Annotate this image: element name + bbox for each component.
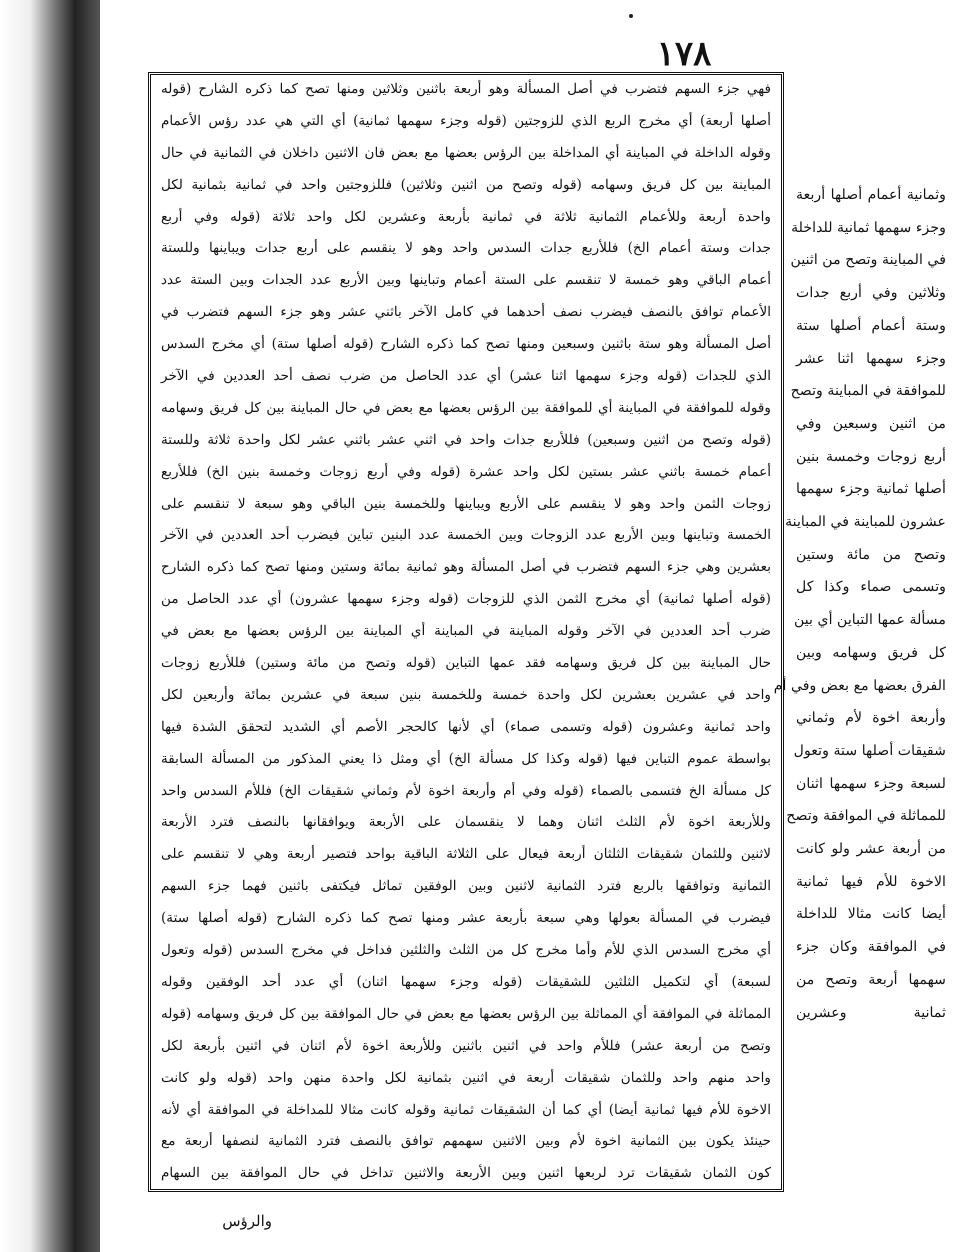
main-text-line: حينئذ يكون بين الثمانية اخوة لأم وبين الاثنين سهمهم توافق بالنصف فترد الثمانية لنصفها أربعة مع [161, 1133, 771, 1150]
margin-text-line: الاخوة للأم فيها ثمانية [796, 873, 946, 890]
main-text-line: واحد ثمانية وعشرون (قوله وتسمى صماء) أي لأنها كالحجر الأصم أي الشديد لتحقق الشدة فيها [161, 718, 771, 735]
main-text-line: وقوله الداخلة في المباينة أي المداخلة بين الرؤس بعضها مع بعض فان الاثنين داخلان في الثمانية في حال [161, 144, 771, 161]
main-text-line: بواسطة عموم التباين فيها (قوله وكذا كل مسألة الخ) أي ومثل ذا يعني المذكور من المسألة السابقة [161, 750, 771, 767]
main-text-line: ضرب أحد العددين في الآخر وقوله المباينة في المباينة أي المباينة بين الرؤس بعضها مع بعض في [161, 623, 771, 640]
margin-text-line: وتسمى صماء وكذا كل [796, 579, 946, 596]
margin-text-line: مسألة عمها التباين أي بين [793, 612, 946, 629]
main-text-line: (قوله وتصح من اثنين وسبعين) فللأربع جدات واحد في اثني عشر باثني عشر لكل واحدة ثلاثة وللستة [161, 431, 771, 448]
margin-matn-text [773, 187, 946, 1021]
main-text-line: فيضرب في المسألة بعولها وهي سبعة بأربعة عشر ومنها تصح كما ذكره الشارح (قوله أصلها ستة) [161, 910, 771, 927]
margin-text-line: أصلها ثمانية وجزء سهمها [796, 481, 946, 498]
main-text-line: فهي جزء السهم فتضرب في أصل المسألة وهو أربعة باثنين وثلاثين ومنها تصح كما ذكره الشارح (قوله [161, 81, 771, 97]
margin-text-line: من اثنين وسبعين وفي [796, 415, 946, 432]
catchword: والرؤس [222, 1212, 272, 1230]
margin-text-line: سهمها أربعة وتصح من [796, 971, 946, 988]
main-text-line: جدات وستة أعمام الخ) فللأربع جدات السدس واحد وهو لا ينقسم على أربع جدات ويباينها وللستة [161, 240, 771, 257]
main-text-line: أعمام الباقي وهو خمسة لا تنقسم على الستة أعمام وتباينها وبين الأربع عدد الجدات وبين الستة عدد [161, 272, 771, 289]
margin-text-line: ثمانية وعشرين [796, 1004, 946, 1021]
main-text-line: الأعمام توافق بالنصف فيضرب نصف أحدهما في كامل الآخر باثني عشر وهو جزء السهم فتضرب في [161, 304, 771, 321]
main-text-line: أصلها أربعة) أي مخرج الربع الذي للزوجتين (قوله وجزء سهمها ثمانية) أي التي هي عدد رؤس الأعمام [161, 112, 771, 129]
main-text-body [161, 83, 771, 1181]
main-text-line: واحدة أربعة وللأعمام الثمانية ثلاثة في ثمانية بأربعة وعشرين لكل واحد ثلاثة (قوله وفي أربع [161, 208, 771, 225]
main-text-line: الثمانية وتوافقها بالربع فترد الثمانية لاثنين وبين الوفقين تماثل فيكتفى باثنين فهما جزء السهم [161, 878, 771, 895]
main-text-line: (قوله أصلها ثمانية) أي مخرج الثمن الذي للزوجات (قوله وجزء سهمها عشرون) أي عدد الحاصل من [161, 591, 771, 608]
main-text-line: بعشرين وهي جزء السهم فتضرب في أصل المسألة وهو ثمانية بمائة وستين ومنها تصح كما ذكره الشارح [161, 559, 771, 576]
margin-text-line: وتصح من مائة وستين [796, 546, 946, 563]
main-text-line: كل مسألة الخ فتسمى بالصماء (قوله وفي أم وأربعة اخوة لأم وثماني شقيقات الخ) فللأم السدس واحد [161, 782, 771, 799]
main-text-line: وللأربعة اخوة لأم الثلث اثنان وهما لا ينقسمان على الأربعة ويوافقانها بالنصف فترد الأربعة [161, 814, 771, 831]
margin-text-line: عشرون للمباينة في المباينة [785, 514, 946, 531]
margin-text-line: للموافقة في المباينة وتصح [790, 383, 946, 400]
margin-text-line: وجزء سهمها ثمانية للداخلة [791, 219, 946, 236]
margin-text-line: وثمانية أعمام أصلها أربعة [796, 187, 946, 203]
main-text-line: أي مخرج السدس الذي للأم وأما مخرج كل من الثلث والثلثين فداخل في مخرج السدس (قوله وتعول [161, 942, 771, 959]
book-binding-edge [0, 0, 100, 1252]
margin-text-line: وستة أعمام أصلها ستة [796, 317, 946, 334]
margin-text-line: أربع زوجات وخمسة بنين [796, 448, 946, 465]
main-text-line: المماثلة في الموافقة أي المماثلة بين الرؤس بعضها مع بعض في حال الموافقة بين كل فريق وسهامه (قوله [161, 1005, 771, 1022]
margin-text-line: وثلاثين وفي أربع جدات [796, 285, 946, 302]
margin-text-line: أيضا كانت مثالا للداخلة [796, 906, 946, 923]
margin-text-line: الفرق بعضها مع بعض وفي أم [773, 677, 946, 694]
main-text-line: أعمام خمسة باثني عشر بستين لكل واحد عشرة (قوله وفي أربع زوجات وخمسة بنين الخ) فللأربع [161, 463, 771, 480]
margin-text-line: لسبعة وجزء سهمها اثنان [796, 775, 946, 792]
main-text-line: وتصح من أربعة عشر) فللأم واحد في اثنين باثنين وللأربعة اخوة لأم اثنان في اثنين بأربعة لكل [161, 1037, 771, 1054]
main-text-line: وقوله للموافقة في المباينة أي للموافقة بين الرؤس بعضها مع بعض في حال المباينة بين كل فريق وسهامه [161, 399, 771, 416]
main-text-line: الذي للجدات (قوله وجزء سهمها اثنا عشر) أي عدد الحاصل من ضرب نصف أحد العددين في الآخر [161, 368, 771, 385]
main-text-line: لسبعة) أي لتكميل الثلثين للشقيقات (قوله وجزء سهمها اثنان) أي عدد أحد الوفقين وقوله [161, 973, 771, 990]
margin-text-line: في المباينة وتصح من اثنين [790, 252, 946, 269]
margin-text-line: في الموافقة وكان جزء [796, 939, 946, 956]
margin-text-line: كل فريق وسهامه وبين [796, 644, 946, 661]
ink-dot [629, 14, 633, 18]
main-text-line: حال المباينة بين كل فريق وسهامه فقد عمها التباين (قوله وتصح من مائة وستين) فللأربع زوجات [161, 655, 771, 672]
margin-text-line: وجزء سهمها اثنا عشر [796, 350, 946, 367]
main-text-frame [148, 72, 784, 1192]
main-text-line: كون الثمان شقيقات ترد لربعها اثنين وبين الأربعة والاثنين تداخل في حال الموافقة بين السهام [161, 1165, 771, 1182]
margin-text-line: شقيقات أصلها ستة وتعول [793, 742, 946, 759]
main-text-line: لاثنين وللثمان شقيقات الثلثان أربعة فيعال على الثلاثة الباقية بواحد فتصير أربعة وهي لا تنقسم على [161, 846, 771, 863]
margin-text-line: للمماثلة في الموافقة وتصح [786, 808, 946, 825]
margin-text-line: وأربعة اخوة لأم وثماني [796, 710, 946, 727]
main-text-line: واحد منهم واحد وللثمان شقيقات أربعة في اثنين بثمانية لكل واحدة منهن واحد (قوله ولو كانت [161, 1069, 771, 1086]
page-number: ١٧٨ [656, 34, 712, 74]
main-text-line: المباينة بين كل فريق وسهامه (قوله وتصح من اثنين وثلاثين) فللزوجتين واحد في ثمانية بثمانية لكل [161, 176, 771, 193]
main-text-line: أصل المسألة وهو ستة باثنين وسبعين ومنها تصح كما ذكره الشارح (قوله أصلها ستة) أي مخرج السدس [161, 336, 771, 353]
margin-text-line: من أربعة عشر ولو كانت [796, 841, 946, 858]
main-text-line: الاخوة للأم فيها ثمانية أيضا) أي كما أن الشقيقات ثمانية وقوله كانت مثالا للمداخلة في الموافقة أي لأنه [161, 1101, 771, 1118]
main-text-line: زوجات الثمن واحد وهو لا ينقسم على الأربع ويباينها وللخمسة بنين الباقي وهو سبعة لا تنقسم على [161, 495, 771, 512]
main-text-line: واحد في عشرين بعشرين لكل واحدة خمسة وللخمسة بنين سبعة في عشرين بمائة وأربعين لكل [161, 686, 771, 703]
main-text-line: الخمسة وتباينها وبين الأربع عدد الزوجات وبين الخمسة عدد البنين تباين فيضرب أحد العددين في الآخر [161, 527, 771, 544]
